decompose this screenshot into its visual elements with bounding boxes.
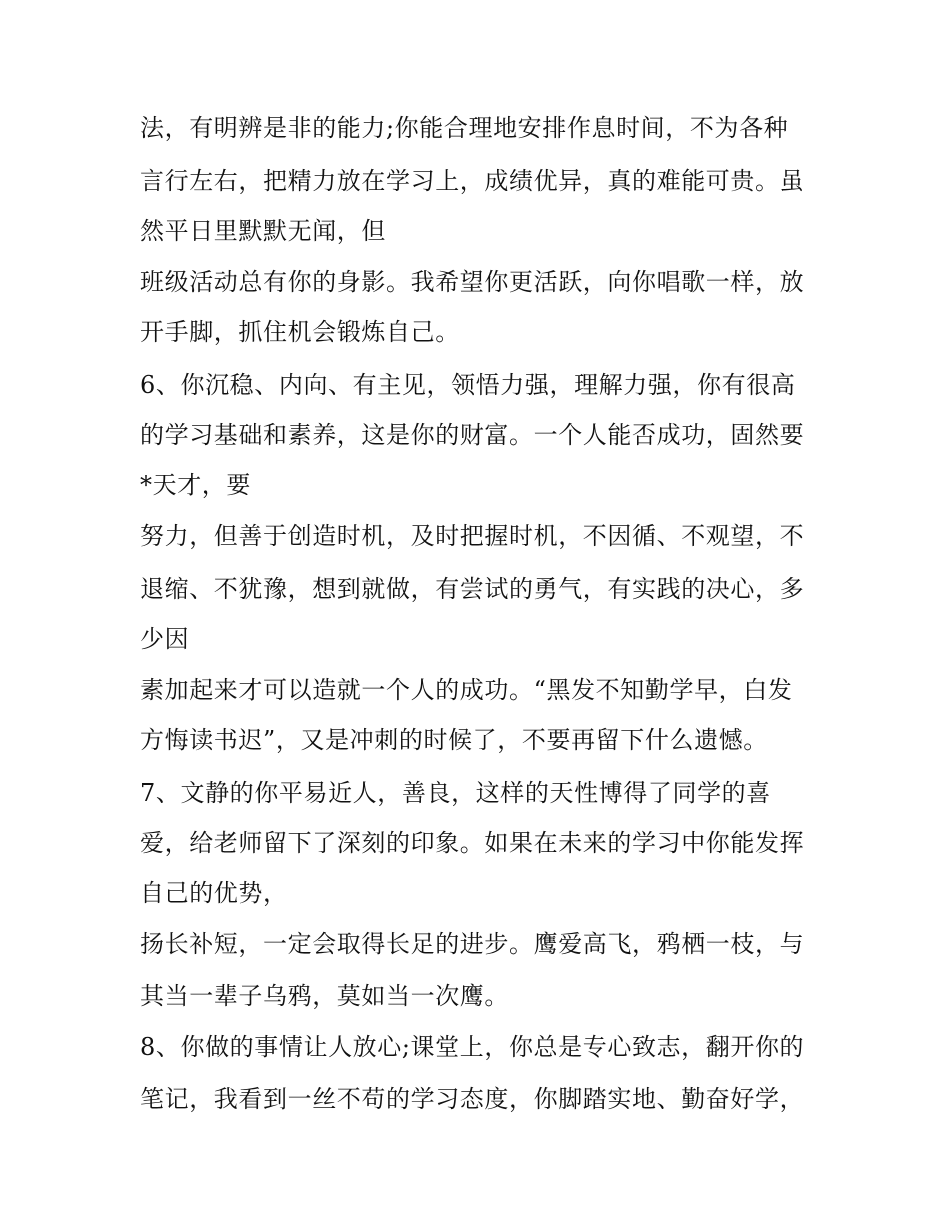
text-line: 开手脚，抓住机会锻炼自己。 [140, 318, 460, 346]
text-line: 8、你做的事情让人放心;课堂上，你总是专心致志，翻开你的 [140, 1033, 805, 1061]
text-line: 爱，给老师留下了深刻的印象。如果在未来的学习中你能发挥 [140, 829, 805, 857]
text-line: 方悔读书迟”，又是冲刺的时候了，不要再留下什么遗憾。 [140, 726, 768, 754]
text-line: 的学习基础和素养，这是你的财富。一个人能否成功，固然要 [140, 421, 805, 449]
text-line: 6、你沉稳、内向、有主见，领悟力强，理解力强，你有很高 [140, 371, 796, 399]
text-line: 努力，但善于创造时机，及时把握时机，不因循、不观望，不 [140, 522, 805, 550]
text-line: 自己的优势， [140, 879, 288, 907]
text-line: 法，有明辨是非的能力;你能合理地安排作息时间，不为各种 [140, 114, 789, 142]
text-line: 其当一辈子乌鸦，莫如当一次鹰。 [140, 982, 509, 1010]
text-line: 退缩、不犹豫，想到就做，有尝试的勇气，有实践的决心，多 [140, 575, 805, 603]
text-line: 然平日里默默无闻，但 [140, 217, 386, 245]
text-line: 素加起来才可以造就一个人的成功。“黑发不知勤学早，白发 [140, 676, 793, 704]
text-line: 班级活动总有你的身影。我希望你更活跃，向你唱歌一样，放 [140, 268, 805, 296]
text-line: 7、文静的你平易近人，善良，这样的天性博得了同学的喜 [140, 779, 771, 807]
text-line: *天才，要 [140, 471, 251, 499]
text-line: 言行左右，把精力放在学习上，成绩优异，真的难能可贵。虽 [140, 167, 805, 195]
text-line: 少因 [140, 625, 190, 653]
text-line: 笔记，我看到一丝不苟的学习态度，你脚踏实地、勤奋好学， [140, 1085, 805, 1113]
text-line: 扬长补短，一定会取得长足的进步。鹰爱高飞，鸦栖一枝，与 [140, 930, 805, 958]
